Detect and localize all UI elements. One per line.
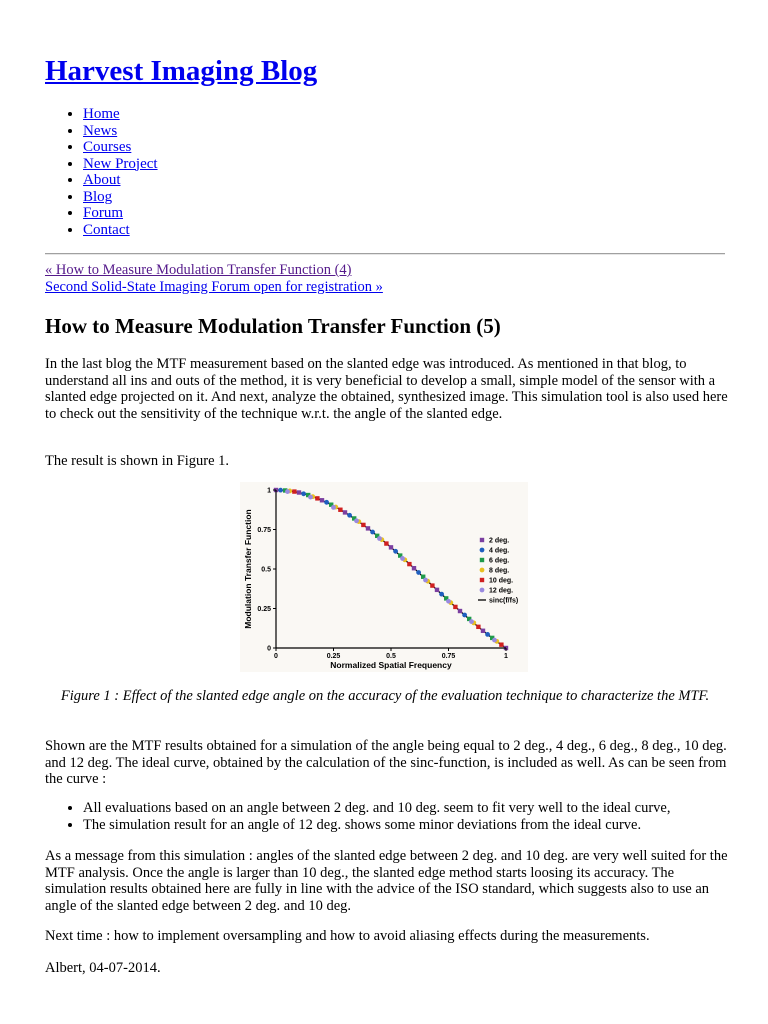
legend-label: 6 deg. <box>489 557 510 565</box>
x-tick-label: 0.25 <box>326 653 341 660</box>
sinc-curve <box>276 490 506 648</box>
data-point <box>315 496 319 500</box>
x-tick-label: 1 <box>504 653 508 660</box>
data-point <box>499 642 503 646</box>
main-nav <box>45 106 158 238</box>
data-point <box>347 513 352 518</box>
legend-label: 12 deg. <box>489 587 514 595</box>
legend-label: 4 deg. <box>489 547 510 555</box>
nav-link-news[interactable]: News <box>83 122 118 139</box>
legend-marker <box>480 558 484 562</box>
data-point <box>462 613 467 618</box>
y-tick-label: 0.75 <box>257 527 271 534</box>
legend-label: sinc(f/fs) <box>489 597 519 605</box>
post-title: How to Measure Modulation Transfer Function (5) <box>45 314 501 338</box>
header-divider <box>45 253 725 255</box>
data-point <box>278 488 283 493</box>
legend-label: 10 deg. <box>489 577 514 585</box>
data-point <box>492 638 497 643</box>
data-point <box>301 491 306 496</box>
legend-label: 2 deg. <box>489 537 510 545</box>
data-point <box>400 556 405 561</box>
x-tick-label: 0.5 <box>386 653 396 660</box>
nav-link-home[interactable]: Home <box>83 106 120 122</box>
mtf-chart <box>240 482 528 672</box>
data-point <box>416 570 421 575</box>
data-point <box>292 489 296 493</box>
x-tick-label: 0 <box>274 653 278 660</box>
data-point <box>331 505 336 510</box>
data-point <box>435 588 439 592</box>
post-paragraph-next-time: Next time : how to implement oversampling and how to avoid aliasing effects during the measurements. <box>45 928 650 944</box>
next-post-link[interactable]: Second Solid-State Imaging Forum open for registration » <box>45 278 383 295</box>
data-point <box>458 609 462 613</box>
nav-item-courses <box>83 139 158 156</box>
data-point <box>320 498 324 502</box>
x-axis-title: Normalized Spatial Frequency <box>330 660 452 670</box>
data-point <box>389 545 393 549</box>
post-paragraph-shown: Shown are the MTF results obtained for a simulation of the angle being equal to 2 deg., 4 deg., 6 deg., 8 deg., 10 deg. and 12 deg. The ideal curve, obtained by the calculation of the sinc-function, is included as well. As can be seen from the curve : <box>45 738 727 787</box>
nav-item-new-project <box>83 156 158 173</box>
data-point <box>393 549 398 554</box>
legend-label: 8 deg. <box>489 567 510 575</box>
data-point <box>453 605 457 609</box>
y-tick-label: 0.5 <box>261 566 271 574</box>
post-paragraph-intro: In the last blog the MTF measurement based on the slanted edge was introduced. As mentioned in that blog, to understand all ins and outs of the method, it is very beneficial to develop a small, simple model of the sensor with a slanted edge projected on it. And next, analyze the obtained, synthesized image. This simulation tool is also used here to check out the sensitivity of the technique w.r.t. the angle of the slanted edge. <box>45 356 728 422</box>
data-point <box>407 562 411 566</box>
site-title <box>45 53 317 89</box>
data-point <box>354 518 359 523</box>
x-tick-label: 0.75 <box>441 653 456 660</box>
legend-marker <box>480 568 485 573</box>
post-paragraph-result: The result is shown in Figure 1. <box>45 453 230 469</box>
y-axis-title: Modulation Transfer Function <box>243 509 253 629</box>
nav-link-courses[interactable]: Courses <box>83 139 132 155</box>
nav-item-blog <box>83 189 158 206</box>
figure-1 <box>240 482 528 672</box>
data-point <box>377 536 382 541</box>
data-point <box>370 530 375 535</box>
previous-post-link[interactable]: « How to Measure Modulation Transfer Function (4) <box>45 262 352 278</box>
data-point <box>343 510 347 514</box>
nav-item-news <box>83 123 158 140</box>
nav-link-contact[interactable]: Contact <box>83 221 130 238</box>
post-paragraph-message: As a message from this simulation : angles of the slanted edge between 2 deg. and 10 deg. are very well suited for the MTF analysis. Once the angle is larger than 10 deg., the slanted edge method starts loosing its accuracy. The simulation results obtained here are fully in line with the advice of the ISO standard, which suggests also to use an angle of the slanted edge between 2 deg. and 10 deg. <box>45 848 728 914</box>
legend-marker <box>480 578 484 582</box>
data-point <box>338 508 342 512</box>
data-point <box>412 566 416 570</box>
legend-marker <box>480 538 484 542</box>
data-point <box>366 526 370 530</box>
legend-marker <box>480 588 485 593</box>
data-point <box>423 578 428 583</box>
nav-item-about <box>83 172 158 189</box>
nav-link-blog[interactable]: Blog <box>83 188 113 205</box>
data-point <box>297 490 301 494</box>
y-tick-label: 0 <box>267 645 271 653</box>
findings-item: • The simulation result for an angle of 12 deg. shows some minor deviations from the ideal curve. <box>83 817 763 834</box>
nav-item-forum <box>83 205 158 222</box>
y-tick-label: 1 <box>267 487 271 495</box>
data-point <box>481 629 485 633</box>
data-point <box>439 592 444 597</box>
nav-item-contact <box>83 222 158 239</box>
data-point <box>285 489 290 494</box>
data-point <box>384 541 388 545</box>
nav-link-new-project[interactable]: New Project <box>83 155 158 172</box>
data-point <box>446 599 451 604</box>
data-point <box>476 625 480 629</box>
data-point <box>469 619 474 624</box>
post-navigation <box>45 262 383 295</box>
data-point <box>430 583 434 587</box>
findings-list <box>45 800 763 834</box>
data-point <box>485 632 490 637</box>
data-point <box>308 495 313 500</box>
findings-item: • All evaluations based on an angle between 2 deg. and 10 deg. seem to fit very well to the ideal curve, <box>83 800 763 817</box>
y-tick-label: 0.25 <box>257 606 271 613</box>
nav-link-about[interactable]: About <box>83 172 121 188</box>
figure-caption: Figure 1 : Effect of the slanted edge angle on the accuracy of the evaluation technique to characterize the MTF. <box>60 688 710 704</box>
data-point <box>361 523 365 527</box>
data-point <box>324 500 329 505</box>
nav-item-home <box>83 106 158 123</box>
site-title-link[interactable]: Harvest Imaging Blog <box>45 55 318 87</box>
post-signature: Albert, 04-07-2014. <box>45 960 161 976</box>
legend-marker <box>480 548 485 553</box>
nav-link-forum[interactable]: Forum <box>83 205 124 221</box>
